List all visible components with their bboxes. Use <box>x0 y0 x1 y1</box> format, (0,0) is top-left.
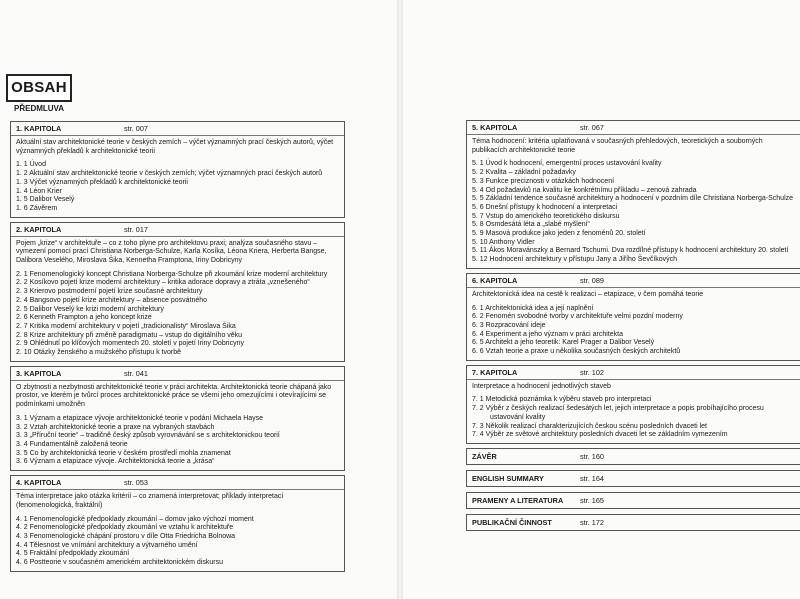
toc-item[interactable]: 5. 2 Kvalita – základní požadavky <box>472 169 576 177</box>
chapter-items <box>467 158 800 267</box>
chapter-page: str. 067 <box>580 123 604 132</box>
toc-item[interactable]: 6. 6 Vztah teorie a praxe u několika současných českých architektů <box>472 348 681 356</box>
chapter-page: str. 041 <box>124 368 148 378</box>
section-title: ENGLISH SUMMARY <box>472 473 544 483</box>
section-publikacni[interactable] <box>466 514 800 531</box>
toc-item[interactable]: 3. 5 Co by architektonická teorie v českém prostředí mohla znamenat <box>16 449 231 457</box>
toc-item[interactable]: 3. 2 Vztah architektonické teorie a praxe na vybraných stavbách <box>16 423 215 431</box>
toc-item[interactable]: 1. 6 Závěrem <box>16 204 58 212</box>
section-zaver[interactable] <box>466 448 800 465</box>
toc-item[interactable]: 5. 8 Osmdesátá léta a „slabé myšlení“ <box>472 221 590 229</box>
chapter-page: str. 053 <box>124 478 148 488</box>
toc-item[interactable]: 2. 9 Ohlédnutí po klíčových momentech 20. století v pojetí Iriny Dobricyny <box>16 340 244 348</box>
chapter-intro: Pojem „krize“ v architektuře – co z toho plyne pro architektovu praxi; analýza současného stavu – vymezení pomocí prací Christiana Norberga-Schulze, Karla Kosíka, Léona Kriera, Herberta Bangse, Dalibora Veselého, Miroslava Šika, Kennetha Framptona, Iriny Dobricyny <box>16 239 327 265</box>
chapter-1 <box>10 121 345 218</box>
toc-item[interactable]: 5. 7 Vstup do amerického teoretického diskursu <box>472 212 620 220</box>
section-page: str. 160 <box>580 451 604 461</box>
toc-item[interactable]: 2. 5 Dalibor Veselý ke krizi moderní architektury <box>16 305 164 313</box>
chapter-page: str. 089 <box>580 275 604 285</box>
toc-item[interactable]: 2. 3 Krierovo postmoderní pojetí krize současné architektury <box>16 288 203 296</box>
toc-title: OBSAH <box>6 74 72 102</box>
chapter-2 <box>10 222 345 362</box>
chapter-3 <box>10 366 345 471</box>
right-column <box>466 120 800 536</box>
chapter-header[interactable] <box>467 274 800 288</box>
toc-item[interactable]: 2. 4 Bangsovo pojetí krize architektury – absence posvátného <box>16 296 208 304</box>
toc-item[interactable]: 5. 10 Anthony Vidler <box>472 238 535 246</box>
toc-item[interactable]: 1. 3 Výčet významných překladů k architektonické teorii <box>16 178 188 186</box>
toc-item[interactable]: 6. 3 Rozpracování ideje <box>472 321 546 329</box>
chapter-4 <box>10 475 345 572</box>
section-english-summary[interactable] <box>466 470 800 487</box>
chapter-header[interactable] <box>11 223 344 237</box>
chapter-title: 5. KAPITOLA <box>472 123 518 132</box>
toc-item[interactable]: 5. 12 Hodnocení architektury v přístupu Jany a Jiřího Ševčíkových <box>472 256 678 264</box>
toc-item[interactable]: 5. 9 Masová produkce jako jeden z fenoménů 20. století <box>472 230 646 238</box>
section-page: str. 164 <box>580 473 604 483</box>
toc-item[interactable]: 2. 7 Kritika moderní architektury v pojetí „tradicionalisty“ Miroslava Šika <box>16 322 236 330</box>
toc-item[interactable]: 7. 1 Metodická poznámka k výběru staveb pro interpretaci <box>472 396 652 404</box>
chapter-items <box>467 303 800 360</box>
chapter-page: str. 007 <box>124 124 148 133</box>
toc-item[interactable]: 2. 10 Otázky ženského a mužského přístupu k tvorbě <box>16 349 181 357</box>
section-prameny[interactable] <box>466 492 800 509</box>
toc-item[interactable]: 1. 4 Léon Krier <box>16 187 62 195</box>
toc-item[interactable]: 5. 6 Dnešní přístupy k hodnocení a interpretaci <box>472 203 618 211</box>
toc-item[interactable]: 3. 3 „Příruční teorie“ – tradičně český způsob vyrovnávání se s architektonickou teorií <box>16 432 280 440</box>
chapter-6 <box>466 273 800 361</box>
toc-item[interactable]: 2. 6 Kenneth Frampton a jeho koncept krize <box>16 314 152 322</box>
toc-item[interactable]: 2. 1 Fenomenologický koncept Christiana Norberga-Schulze při zkoumání krize moderní architektury <box>16 270 328 278</box>
book-gutter <box>397 0 403 599</box>
toc-item[interactable]: 4. 1 Fenomenologické předpoklady zkoumání – domov jako výchozí moment <box>16 515 254 523</box>
toc-item[interactable]: 5. 3 Funkce preciznosti v otázkách hodnocení <box>472 177 615 185</box>
section-title: PUBLIKAČNÍ ČINNOST <box>472 517 552 527</box>
toc-item[interactable]: 2. 2 Kosíkovo pojetí krize moderní architektury – kritika adorace dopravy a ztráta „vznešeného“ <box>16 279 310 287</box>
toc-item[interactable]: 7. 4 Výběr ze světové architektury posledních dvaceti let se základním vymezením <box>472 431 728 439</box>
toc-item[interactable]: 3. 1 Význam a etapizace vývoje architektonické teorie v podání Michaela Hayse <box>16 414 264 422</box>
toc-item[interactable]: 4. 4 Tělesnost ve vnímání architektury a výtvarného umění <box>16 541 198 549</box>
chapter-intro: Téma hodnocení: kritéria uplatňovaná v současných přehledových, teoretických a souborných publikacích architektonické teorie <box>472 138 763 154</box>
chapter-intro: Téma interpretace jako otázka kritérií – co znamená interpretovat; příklady interpretací (fenomenologická, fraktální) <box>16 493 284 509</box>
toc-item[interactable]: 7. 3 Několik realizací charakterizujících českou scénu posledních dvaceti let <box>472 422 708 430</box>
chapter-title: 3. KAPITOLA <box>16 368 62 378</box>
toc-item[interactable]: 5. 5 Základní tendence současné architektury a hodnocení v pozdním díle Christiana Norberga-Schulze <box>472 195 794 203</box>
section-page: str. 172 <box>580 517 604 527</box>
preface-link[interactable]: PŘEDMLUVA <box>14 104 65 113</box>
toc-item[interactable]: 1. 1 Úvod <box>16 161 46 169</box>
chapter-header[interactable] <box>467 366 800 380</box>
chapter-intro: Architektonická idea na cestě k realizaci – etapizace, v čem pomáhá teorie <box>472 290 704 298</box>
toc-item[interactable]: 2. 8 Krize architektury při změně paradigmatu – vstup do digitálního věku <box>16 331 243 339</box>
toc-item[interactable]: 1. 5 Dalibor Veselý <box>16 196 75 204</box>
chapter-5 <box>466 120 800 269</box>
section-page: str. 165 <box>580 495 604 505</box>
toc-item[interactable]: 5. 4 Od požadavků na kvalitu ke konkrétnímu příkladu – zenová zahrada <box>472 186 697 194</box>
chapter-intro: Aktuální stav architektonické teorie v českých zemích – výčet významných prací českých autorů, výčet významných překladů k architektonické teorii <box>16 139 334 155</box>
chapter-title: 1. KAPITOLA <box>16 124 62 133</box>
toc-item[interactable]: 1. 2 Aktuální stav architektonické teorie v českých zemích; výčet významných prací českých autorů <box>16 170 323 178</box>
toc-item[interactable]: 6. 1 Architektonická idea a její naplnění <box>472 304 594 312</box>
chapter-title: 2. KAPITOLA <box>16 224 62 234</box>
toc-item[interactable]: 3. 6 Význam a etapizace vývoje. Architektonická teorie a „krása“ <box>16 458 215 466</box>
toc-item[interactable]: 5. 11 Ákos Moravánszky a Bernard Tschumi. Dva rozdílné přístupy k hodnocení architektury 20. století <box>472 247 789 255</box>
chapter-header[interactable] <box>467 121 800 135</box>
toc-item[interactable]: 4. 6 Postteorie v současném americkém architektonickém diskursu <box>16 559 223 567</box>
chapter-items <box>11 413 344 470</box>
chapter-intro: Interpretace a hodnocení jednotlivých staveb <box>472 382 611 390</box>
toc-item[interactable]: 6. 2 Fenomén svobodné tvorby v architektuře velmi pozdní moderny <box>472 313 683 321</box>
chapter-items <box>467 394 800 443</box>
toc-item[interactable]: 4. 3 Fenomenologické chápání prostoru v díle Otta Friedricha Bolnowa <box>16 532 236 540</box>
chapter-7 <box>466 365 800 444</box>
chapter-title: 6. KAPITOLA <box>472 275 518 285</box>
toc-item[interactable]: 3. 4 Fundamentálně založená teorie <box>16 440 128 448</box>
chapter-header[interactable] <box>11 367 344 381</box>
chapter-header[interactable] <box>11 476 344 490</box>
chapter-header[interactable] <box>11 122 344 136</box>
chapter-items <box>11 514 344 571</box>
toc-item[interactable]: 4. 5 Fraktální předpoklady zkoumání <box>16 550 130 558</box>
chapter-intro: O zbytnosti a nezbytnosti architektonické teorie v práci architekta. Architektonická teorie chápaná jako prostor, ve kterém je tvůrcí proces architektonické práce se všemi jeho omezujícími i otevírajícími se podmínkami umožněn <box>16 383 332 409</box>
chapter-items <box>11 269 344 361</box>
left-column <box>10 121 345 576</box>
toc-item[interactable]: 5. 1 Úvod k hodnocení, emergentní proces ustavování kvality <box>472 160 662 168</box>
chapter-page: str. 102 <box>580 367 604 377</box>
chapter-title: 7. KAPITOLA <box>472 367 518 377</box>
chapter-page: str. 017 <box>124 224 148 234</box>
toc-item[interactable]: 6. 5 Architekt a jeho teoretik: Karel Prager a Dalibor Veselý <box>472 339 655 347</box>
toc-item[interactable]: 7. 2 Výběr z českých realizací šedesátých let, jejich interpretace a popis probíhajícího procesu ustavování kvality <box>472 405 764 421</box>
toc-item[interactable]: 6. 4 Experiment a jeho význam v práci architekta <box>472 330 623 338</box>
chapter-items <box>11 159 344 216</box>
section-title: ZÁVĚR <box>472 451 497 461</box>
toc-item[interactable]: 4. 2 Fenomenologické předpoklady zkoumání ve vztahu k architektuře <box>16 524 234 532</box>
chapter-title: 4. KAPITOLA <box>16 478 62 488</box>
section-title: PRAMENY A LITERATURA <box>472 495 564 505</box>
